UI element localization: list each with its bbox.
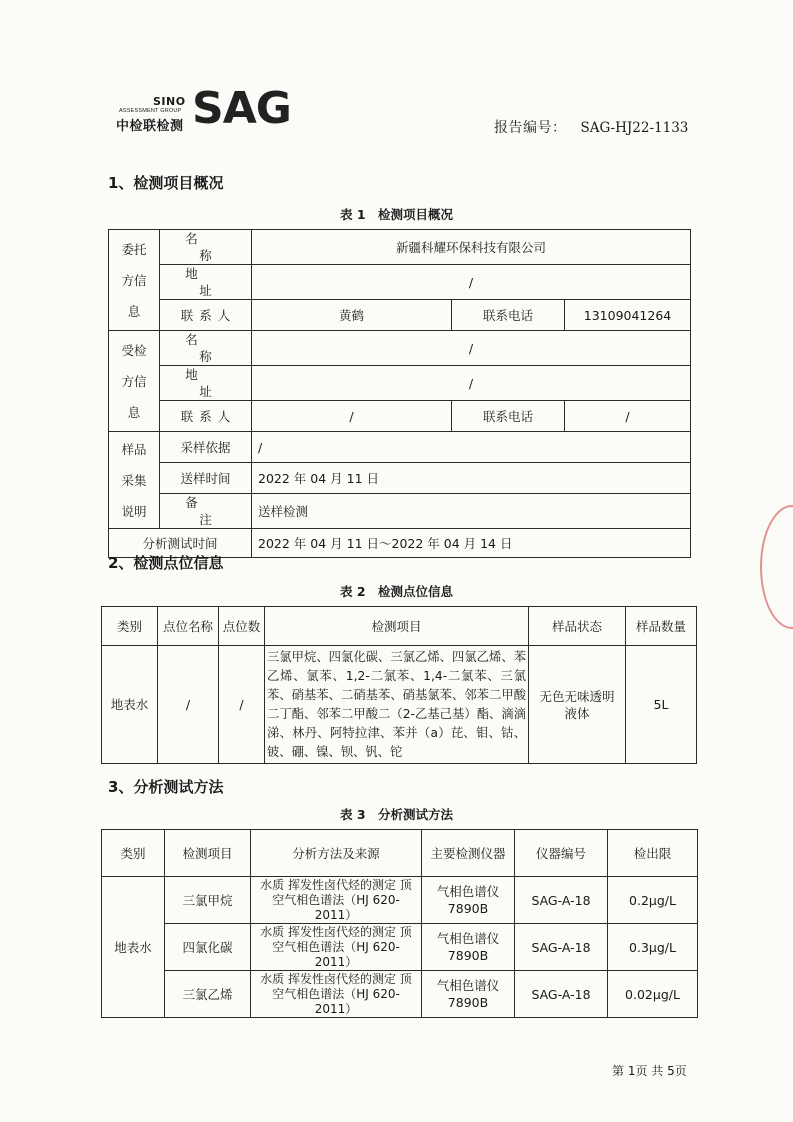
- client-contact-label: 联系人: [160, 300, 252, 331]
- report-number-value: SAG-HJ22-1133: [580, 120, 689, 136]
- method-number: SAG-A-18: [515, 971, 608, 1018]
- method-item: 三氯甲烷: [165, 877, 251, 924]
- client-name-value: 新疆科耀环保科技有限公司: [252, 230, 691, 265]
- section-title-2: 2、检测点位信息: [108, 554, 224, 572]
- method-limit: 0.2μg/L: [608, 877, 698, 924]
- section-title-1: 1、检测项目概况: [108, 174, 224, 192]
- inspected-address-value: /: [252, 366, 691, 401]
- section-title-3: 3、分析测试方法: [108, 778, 224, 796]
- sample-group-label: 样品 采集 说明: [109, 432, 160, 529]
- report-number: [494, 117, 688, 137]
- inspected-group-label: 受检 方信 息: [109, 331, 160, 432]
- method-instrument: 气相色谱仪 7890B: [422, 877, 515, 924]
- point-name: /: [158, 646, 219, 764]
- inspected-name-value: /: [252, 331, 691, 366]
- project-overview-table: [108, 229, 691, 558]
- inspected-phone-value: /: [565, 401, 691, 432]
- inspected-name-label: 名 称: [160, 331, 252, 366]
- point-count: /: [219, 646, 265, 764]
- logo-chinese-text: 中检联检测: [116, 119, 184, 134]
- header-sample-quantity: 样品数量: [626, 607, 697, 646]
- method-text: 水质 挥发性卤代烃的测定 顶空气相色谱法（HJ 620-2011）: [251, 924, 422, 971]
- method-text: 水质 挥发性卤代烃的测定 顶空气相色谱法（HJ 620-2011）: [251, 971, 422, 1018]
- report-number-label: 报告编号：: [494, 120, 567, 136]
- method-number: SAG-A-18: [515, 877, 608, 924]
- point-sample-quantity: 5L: [626, 646, 697, 764]
- method-header-limit: 检出限: [608, 830, 698, 877]
- header-test-items: 检测项目: [265, 607, 529, 646]
- basis-value: /: [252, 432, 691, 463]
- header-point-count: 点位数: [219, 607, 265, 646]
- send-time-label: 送样时间: [160, 463, 252, 494]
- seal-stamp-fragment: [760, 505, 793, 629]
- inspected-contact-value: /: [252, 401, 452, 432]
- method-item: 四氯化碳: [165, 924, 251, 971]
- client-address-value: /: [252, 265, 691, 300]
- table-caption-1: 表 1 检测项目概况: [339, 207, 454, 222]
- remark-label: 备 注: [160, 494, 252, 529]
- method-limit: 0.02μg/L: [608, 971, 698, 1018]
- method-category: 地表水: [102, 877, 165, 1018]
- client-contact-value: 黄鹤: [252, 300, 452, 331]
- inspected-contact-label: 联系人: [160, 401, 252, 432]
- method-text: 水质 挥发性卤代烃的测定 顶空气相色谱法（HJ 620-2011）: [251, 877, 422, 924]
- header-point-name: 点位名称: [158, 607, 219, 646]
- method-header-number: 仪器编号: [515, 830, 608, 877]
- header-category: 类别: [102, 607, 158, 646]
- method-number: SAG-A-18: [515, 924, 608, 971]
- table-caption-2: 表 2 检测点位信息: [339, 584, 454, 599]
- point-test-items: 三氯甲烷、四氯化碳、三氯乙烯、四氯乙烯、苯乙烯、氯苯、1,2-二氯苯、1,4-二氯苯、三氯苯、硝基苯、二硝基苯、硝基氯苯、邻苯二甲酸二丁酯、邻苯二甲酸二（2-乙基己基）酯、滴滴涕、林丹、阿特拉津、苯并（a）芘、钼、钴、铍、硼、镍、钡、钒、铊: [265, 646, 529, 764]
- analysis-time-label: 分析测试时间: [109, 529, 252, 558]
- point-category: 地表水: [102, 646, 158, 764]
- method-limit: 0.3μg/L: [608, 924, 698, 971]
- point-sample-state: 无色无味透明液体: [529, 646, 626, 764]
- remark-value: 送样检测: [252, 494, 691, 529]
- send-time-value: 2022 年 04 月 11 日: [252, 463, 691, 494]
- inspected-phone-label: 联系电话: [452, 401, 565, 432]
- logo-sag: SAG: [192, 83, 291, 134]
- client-name-label: 名 称: [160, 230, 252, 265]
- table-caption-3: 表 3 分析测试方法: [339, 807, 454, 822]
- analysis-method-table: [101, 829, 698, 1018]
- client-phone-label: 联系电话: [452, 300, 565, 331]
- method-instrument: 气相色谱仪 7890B: [422, 924, 515, 971]
- method-instrument: 气相色谱仪 7890B: [422, 971, 515, 1018]
- analysis-time-value: 2022 年 04 月 11 日～2022 年 04 月 14 日: [252, 529, 691, 558]
- header-sample-state: 样品状态: [529, 607, 626, 646]
- logo-assessment-text: ASSESSMENT GROUP: [119, 108, 182, 114]
- logo-sino-text: SINO: [153, 95, 186, 108]
- method-item: 三氯乙烯: [165, 971, 251, 1018]
- client-phone-value: 13109041264: [565, 300, 691, 331]
- method-header-method: 分析方法及来源: [251, 830, 422, 877]
- sampling-point-table: [101, 606, 697, 764]
- method-header-category: 类别: [102, 830, 165, 877]
- method-header-instrument: 主要检测仪器: [422, 830, 515, 877]
- client-group-label: 委托 方信 息: [109, 230, 160, 331]
- client-address-label: 地 址: [160, 265, 252, 300]
- method-header-item: 检测项目: [165, 830, 251, 877]
- inspected-address-label: 地 址: [160, 366, 252, 401]
- page-footer: 第 1页 共 5页: [612, 1064, 687, 1078]
- basis-label: 采样依据: [160, 432, 252, 463]
